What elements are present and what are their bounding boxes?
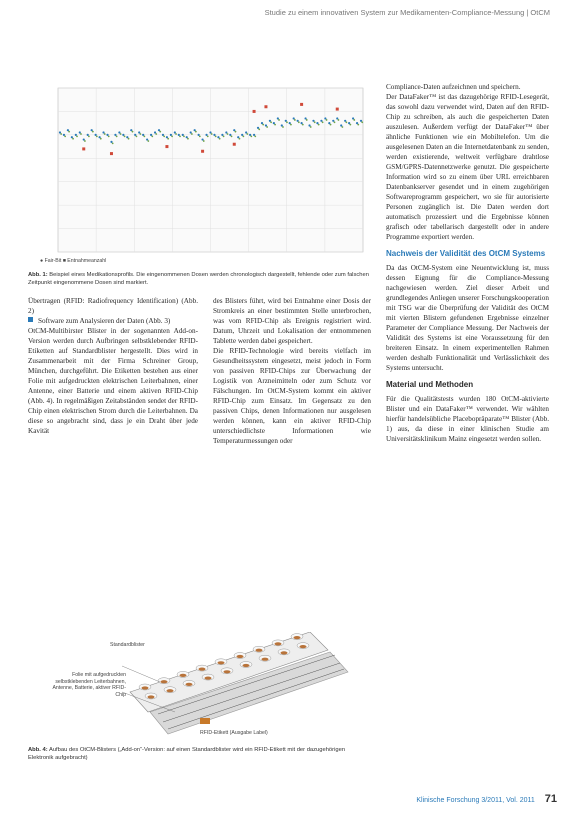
figure-4-caption-text: Aufbau des OtCM-Blisters („Add-on“-Version: auf einen Standardblister wird ein RFID-Etikett mit der dazugehörigen Elektronik aufgebracht) (28, 747, 346, 761)
section-heading-validity: Nachweis der Validität des OtCM Systems (386, 249, 546, 258)
text-column-3 (386, 82, 549, 444)
data-point (132, 131, 134, 133)
col2-para-2: Die RFID-Technologie wird bereits vielfach im Gesundheitssystem eingesetzt, meist jedoch in Form von passiven RFID-Chips zur Überwachung der Logistik von Arzneimitteln oder zum Schutz vor Fälschungen. Im OtCM-System kommt ein aktiver RFID-Chip zum Einsatz. Im Gegensatz zu den passiven Chips, denen Informationen nur ausgelesen werden können, kann ein aktiver RFID-Chip unterschiedlichste Informationen wie Temperaturmessungen oder (213, 347, 371, 445)
data-point (310, 126, 312, 128)
data-point (334, 121, 336, 123)
tablet (161, 680, 168, 683)
data-point (175, 133, 177, 135)
data-point (258, 128, 260, 130)
figure-4-caption (28, 746, 368, 762)
tablet (281, 651, 288, 654)
data-point (361, 121, 363, 123)
col1-bullet-1 (28, 316, 198, 326)
tablet (167, 689, 174, 692)
data-point (84, 140, 86, 142)
data-point (68, 131, 70, 133)
data-point (140, 133, 142, 135)
tablet (262, 658, 269, 661)
section-heading-methods: Material und Methoden (386, 380, 474, 389)
tablet (294, 636, 301, 639)
outlier-point (110, 152, 113, 155)
data-point (104, 133, 106, 135)
col1-para-2: OtCM-Multibirster Blister in der sogenannten Add-on-Version werden durch Aufbringen selbstklebender RFID-Etiketten auf Standardblister hergestellt. Dies wird in Zusammenarbeit mit der Firma Schreiner Group, München, durchgeführt. Die Etiketten bestehen aus einer Folie mit aufgedruckten elektrischen Leiterbahnen, einer Antenne, einer Batterie und einem aktiven RFID-Chip (Abb. 4). In regelmäßigen Zeitabständen sendet der RFID-Chip einen elektrischen Strom durch die Leiterbahnen. Da diese so angebracht sind, dass je ein Draht über jede Kavität (28, 327, 198, 435)
data-point (246, 133, 248, 135)
data-point (80, 133, 82, 135)
data-point (278, 119, 280, 121)
data-point (88, 135, 90, 137)
tablet (148, 695, 155, 698)
rfid-chip-icon (200, 718, 210, 724)
data-point (242, 135, 244, 137)
col1-bullet-text: Software zum Analysieren der Daten (Abb. 3) (38, 317, 171, 325)
outlier-point (336, 108, 339, 111)
figure-1-caption (28, 271, 373, 287)
data-point (72, 138, 74, 140)
tablet (218, 661, 225, 664)
col2-para-1: des Blisters führt, wird bei Entnahme einer Dosis der Stromkreis an einer bestimmten Stelle unterbrochen, was vom RFID-Chip als Ereignis registriert wird. Datum, Uhrzeit und Lokalisation der entnommenen Tablette werden dabei gespeichert. (213, 297, 371, 345)
data-point (191, 133, 193, 135)
data-point (171, 135, 173, 137)
data-point (147, 140, 149, 142)
data-point (306, 119, 308, 121)
data-point (155, 133, 157, 135)
data-point (143, 135, 145, 137)
tablet (237, 655, 244, 658)
data-point (294, 119, 296, 121)
tablet (142, 686, 149, 689)
text-column-2 (213, 296, 371, 446)
page-number: 71 (544, 793, 557, 805)
tablet (199, 668, 206, 671)
outlier-point (233, 143, 236, 146)
data-point (163, 135, 165, 137)
data-point (112, 142, 114, 144)
text-column-1 (28, 296, 198, 436)
col3-para-1: Compliance-Daten aufzeichnen und speichern. (386, 83, 521, 91)
outlier-point (253, 110, 256, 113)
label-rfid-etikett: Folie mit aufgedruckten selbstklebenden Leiterbahnen, Antenne, Batterie, aktiver RFID-Chip (52, 672, 126, 698)
medication-profile-plot (28, 80, 373, 268)
outlier-point (201, 150, 204, 153)
data-point (195, 131, 197, 133)
data-point (250, 135, 252, 137)
data-point (314, 121, 316, 123)
data-point (116, 135, 118, 137)
tablet (243, 664, 250, 667)
tablet (180, 674, 187, 677)
figure-1-caption-label: Abb. 1: (28, 272, 48, 278)
data-point (199, 135, 201, 137)
data-point (262, 124, 264, 126)
data-point (349, 124, 351, 126)
data-point (187, 138, 189, 140)
data-point (330, 124, 332, 126)
label-standard-blister: Standardblister (110, 642, 145, 648)
tablet (300, 645, 307, 648)
col3-para-3: Da das OtCM-System eine Neuentwicklung ist, muss dessen Eignung für die Compliance-Messung nachgewiesen werden. Ziel dieser Arbeit und grundlegendes Anliegen unserer Forschungskooperation mit TSG war die Überprüfung der Validität des OtCM mit vierten Blistern gefundenen Ergebnisse einzelner Parameter der Compliance Messung. Der Nachweis der Validität des Systems ist eine Voraussetzung für den breiteren Einsatz. In einem experimentellen Rahmen werden deshalb Funktionalität und Verlässlichkeit des Systems untersucht. (386, 264, 549, 372)
data-point (151, 135, 153, 137)
data-point (120, 133, 122, 135)
data-point (60, 133, 62, 135)
figure-1-chart (28, 80, 373, 268)
figure-4-caption-label: Abb. 4: (28, 747, 48, 753)
data-point (96, 135, 98, 137)
data-point (64, 135, 66, 137)
data-point (128, 138, 130, 140)
page-footer (416, 793, 557, 805)
bullet-square-icon (28, 317, 33, 322)
data-point (318, 124, 320, 126)
data-point (76, 135, 78, 137)
data-point (286, 121, 288, 123)
chart-legend-note: ● Fair-Bit ■ Entnahmeanzahl (40, 258, 107, 264)
tablet (256, 649, 263, 652)
outlier-point (300, 103, 303, 106)
journal-name: Klinische Forschung 3/2011, Vol. 2011 (416, 797, 535, 804)
data-point (266, 126, 268, 128)
data-point (167, 138, 169, 140)
data-point (235, 131, 237, 133)
col3-para-2: Der DataFaker™ ist das dazugehörige RFID-Lesegerät, das sowohl dazu verwendet wird, Daten auf den RFID-Chip zu schreiben, als auch die gespeicherten Daten auszulesen. Außerdem verfügt der DataFaker™ über ähnliche Funktionen wie ein Mobiltelefon. Um die ausgelesenen Daten an die Internetdatenbank zu senden, werden existierende, weltweit verfügbare drahtlose GSM/GPRS-Datennetzwerke genutzt. Die gespeicherte Information wird so zu einem über URL erreichbaren Datenbankserver gesendet und in einem zugehörigen Softwareprogramm gespeichert, wo sie für autorisierte Personen zugänglich ist. Die Daten werden dort automatisch prozessiert und die Ergebnisse können grafisch oder tabellarisch dargestellt oder in andere Programme exportiert werden. (386, 93, 549, 241)
data-point (345, 121, 347, 123)
data-point (239, 138, 241, 140)
tablet (205, 677, 212, 680)
data-point (108, 135, 110, 137)
data-point (290, 124, 292, 126)
col1-para-1: Übertragen (RFID: Radiofrequency Identification) (Abb. 2) (28, 297, 198, 315)
data-point (322, 121, 324, 123)
data-point (159, 131, 161, 133)
figure-4-blister-illustration (30, 632, 350, 740)
data-point (211, 133, 213, 135)
col3-para-4: Für die Qualitätstests wurden 180 OtCM-aktivierte Blister und ein DataFaker™ verwendet. Wir wählten hierfür handelsübliche Placebopräparate™ Blister (Abb. 1) aus, da diese in einer klinischen Studie am Universitätsklinikum Mainz eingesetzt werden sollen. (386, 395, 549, 443)
data-point (326, 119, 328, 121)
data-point (342, 126, 344, 128)
data-point (227, 133, 229, 135)
data-point (223, 135, 225, 137)
data-point (100, 138, 102, 140)
outlier-point (165, 145, 168, 148)
figure-1-caption-text: Beispiel eines Medikationsprofils. Die eingenommenen Dosen werden chronologisch dargestellt, fehlende oder zum falschen Zeitpunkt eingenommene Dosen sind markiert. (28, 272, 369, 286)
data-point (353, 119, 355, 121)
data-point (270, 121, 272, 123)
data-point (357, 124, 359, 126)
data-point (302, 124, 304, 126)
data-point (298, 121, 300, 123)
data-point (274, 124, 276, 126)
data-point (338, 119, 340, 121)
data-point (231, 135, 233, 137)
data-point (207, 135, 209, 137)
data-point (136, 135, 138, 137)
data-point (203, 140, 205, 142)
data-point (124, 135, 126, 137)
tablet (186, 683, 193, 686)
data-point (92, 131, 94, 133)
data-point (282, 126, 284, 128)
data-point (179, 135, 181, 137)
data-point (254, 135, 256, 137)
data-point (219, 138, 221, 140)
tablet (224, 670, 231, 673)
data-point (183, 135, 185, 137)
label-rfid-bottom: RFID-Etikett (Ausgabe Label) (200, 730, 268, 736)
outlier-point (264, 105, 267, 108)
tablet (275, 642, 282, 645)
running-header: Studie zu einem innovativen System zur Medikamenten-Compliance-Messung | OtCM (264, 8, 550, 17)
outlier-point (82, 147, 85, 150)
data-point (215, 135, 217, 137)
